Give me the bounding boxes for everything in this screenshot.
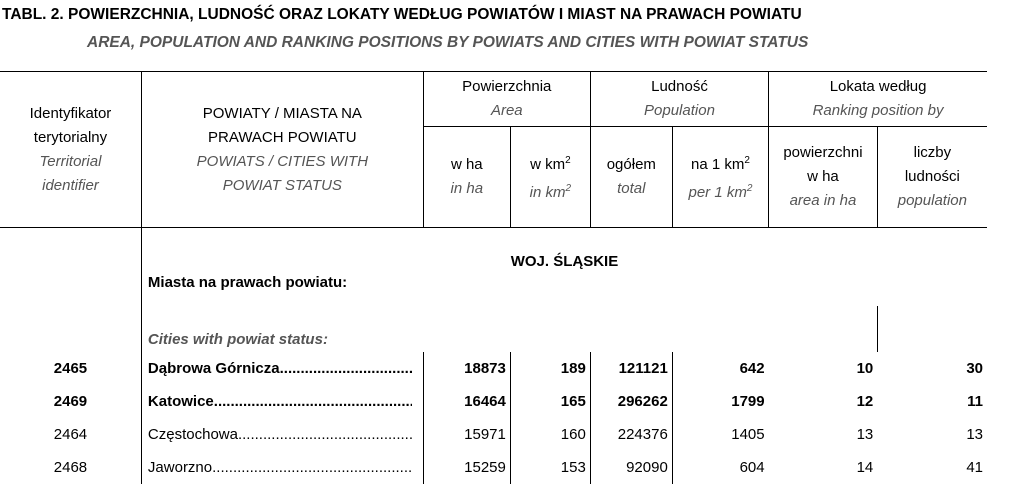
table-row: [0, 418, 987, 451]
cities-heading-polish: Miasta na prawach powiatu:: [141, 270, 987, 306]
row-rank-area: 10: [856, 360, 874, 377]
row-population-density: 1799: [672, 385, 768, 418]
row-area-km2: 165: [510, 385, 590, 418]
section-cities-pl-row: [0, 270, 987, 306]
table-title-english: AREA, POPULATION AND RANKING POSITIONS BY POWIATS AND CITIES WITH POWIAT STATUS: [87, 34, 809, 51]
header-pop-total: ogółem total: [590, 127, 672, 228]
row-area-km2: 189: [510, 352, 590, 385]
row-population-density: 604: [672, 451, 768, 484]
header-row-groups: [0, 72, 987, 127]
header-identifier: Identyfikator terytorialny Territorial identifier: [0, 72, 141, 228]
row-population-density: 1405: [672, 418, 768, 451]
row-population-total: 121121: [590, 352, 672, 385]
row-rank-population: 41: [966, 459, 983, 476]
header-pop-density: na 1 $km^2$ per 1 $km^2$: [672, 127, 768, 228]
row-name: Częstochowa .....: [141, 418, 423, 451]
row-area-ha: 15259: [423, 451, 510, 484]
row-identifier: 2468: [53, 459, 88, 476]
row-rank-area: 14: [856, 459, 874, 476]
header-area-km2: w $km^2$ in $km^2$: [510, 127, 590, 228]
table-body: [0, 352, 987, 484]
row-population-total: 296262: [590, 385, 672, 418]
row-name: Dąbrowa Górnicza .....: [141, 352, 423, 385]
row-rank-area: 13: [856, 426, 874, 443]
header-powiat-name: POWIATY / MIASTA NA PRAWACH POWIATU POWIATS / CITIES WITH POWIAT STATUS: [141, 72, 423, 228]
row-name: Katowice .....: [141, 385, 423, 418]
header-rank-area: powierzchni w ha area in ha: [769, 127, 878, 228]
row-name: Jaworzno .....: [141, 451, 423, 484]
header-area: Powierzchnia Area: [423, 72, 590, 127]
row-rank-area: 12: [856, 393, 874, 410]
row-identifier: 2469: [53, 393, 88, 410]
statistics-table: [0, 71, 987, 484]
voivodeship-heading: WOJ. ŚLĄSKIE: [141, 228, 987, 271]
section-voivodeship-row: [0, 228, 987, 271]
table-row: [0, 352, 987, 385]
row-identifier: 2465: [53, 360, 88, 377]
row-area-ha: 18873: [423, 352, 510, 385]
row-population-density: 642: [672, 352, 768, 385]
row-rank-population: 11: [967, 393, 983, 410]
row-area-km2: 153: [510, 451, 590, 484]
table-row: [0, 385, 987, 418]
section-cities-en-row: [0, 306, 987, 352]
row-population-total: 224376: [590, 418, 672, 451]
row-area-ha: 16464: [423, 385, 510, 418]
row-rank-population: 13: [966, 426, 983, 443]
header-population: Ludność Population: [590, 72, 768, 127]
header-ranking: Lokata według Ranking position by: [769, 72, 987, 127]
header-rank-population: liczby ludności population: [877, 127, 987, 228]
table-row: [0, 451, 987, 484]
cities-heading-english: Cities with powiat status:: [141, 306, 877, 352]
row-area-ha: 15971: [423, 418, 510, 451]
row-identifier: 2464: [53, 426, 88, 443]
table-title-polish: TABL. 2. POWIERZCHNIA, LUDNOŚĆ ORAZ LOKATY WEDŁUG POWIATÓW I MIAST NA PRAWACH POWIATU: [2, 6, 802, 23]
row-population-total: 92090: [590, 451, 672, 484]
row-rank-population: 30: [966, 360, 983, 377]
header-area-ha: w ha in ha: [423, 127, 510, 228]
row-area-km2: 160: [510, 418, 590, 451]
